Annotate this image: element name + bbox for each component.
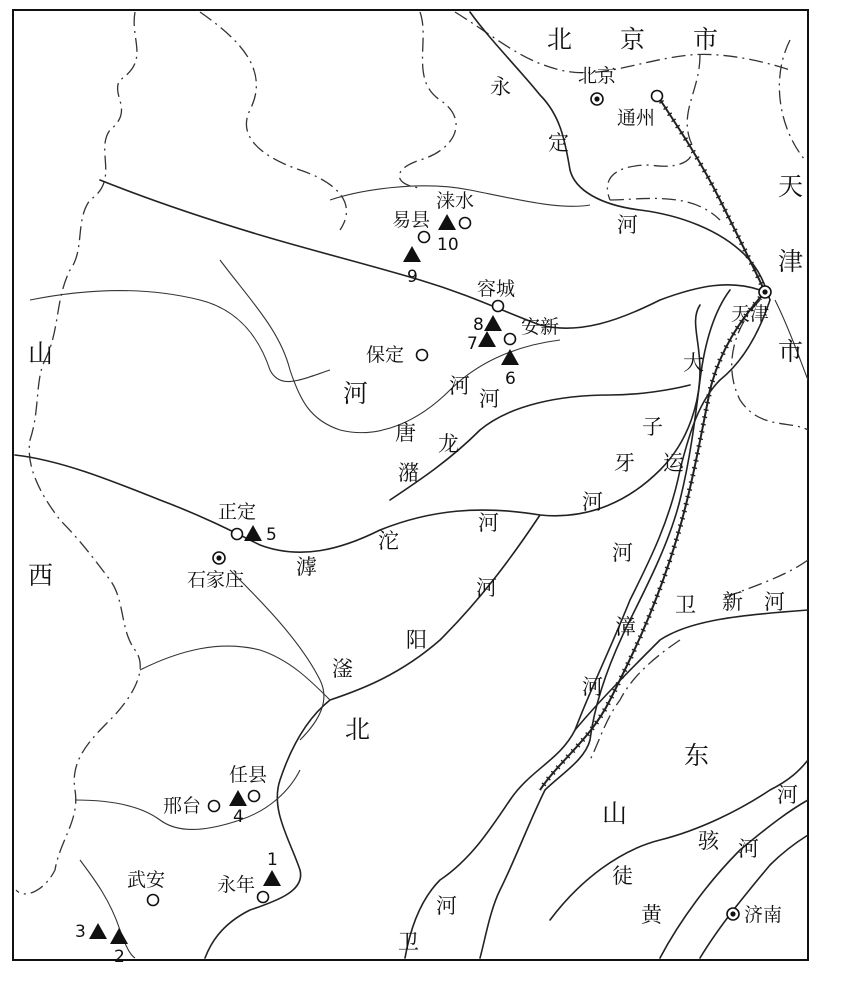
city-label-shijiazhuang: 石家庄 [187,569,245,591]
city-label-tongzhou: 通州 [617,107,656,129]
city-label-wuan: 武安 [127,869,166,891]
label-shanxi-1: 山 [28,339,54,368]
site-number-9: 9 [407,267,418,287]
label-hutuo-2: 沱 [378,529,399,553]
label-ziya-2: 牙 [614,451,635,475]
site-number-4: 4 [233,807,244,827]
label-yongding-1: 永 [490,75,511,99]
city-marker-zhengding [232,529,243,540]
city-label-renxian: 任县 [229,764,268,786]
label-zhang-1: 漳 [615,615,636,639]
label-tianjin-2: 津 [778,247,804,276]
city-marker-renxian [249,791,260,802]
label-tuhai-2: 骇 [698,829,719,853]
city-marker-yongnian [258,892,269,903]
label-canal-1: 大 [683,351,704,375]
label-tianjin-3: 市 [778,337,804,366]
city-marker-wuan [148,895,159,906]
label-fuyang-1: 滏 [332,657,353,681]
label-weixin-1: 卫 [675,593,696,617]
city-label-laishui: 涞水 [436,190,475,212]
city-label-yongnian: 永年 [217,874,256,896]
label-hutuo-3: 河 [478,511,499,535]
label-hutuo-1: 滹 [296,555,317,579]
city-marker-baoding [417,350,428,361]
label-fuyang-2: 阳 [406,628,427,652]
label-ziya-3: 河 [582,490,603,514]
city-dot-shijiazhuang [216,555,221,560]
label-tanglong-long: 龙 [438,432,459,456]
city-marker-anxin [505,334,516,345]
label-tanglong-tang: 唐 [395,421,416,445]
city-dot-tianjin [762,289,767,294]
label-wei-1: 卫 [398,930,419,954]
site-number-2: 2 [114,947,125,967]
label-weixin-3: 河 [764,590,785,614]
label-wei-2: 河 [436,894,457,918]
city-label-jinan: 济南 [744,904,783,926]
label-ziya-1: 子 [642,415,663,439]
site-number-10: 10 [437,235,459,255]
label-canal-3: 河 [612,541,633,565]
site-number-8: 8 [473,315,484,335]
city-marker-laishui [460,218,471,229]
label-tanglong-he2: 河 [479,387,500,411]
city-dot-jinan [730,911,735,916]
label-tianjin-1: 天 [778,172,804,201]
label-tanglong-zhu: 潴 [398,461,419,485]
label-tuhai-3: 河 [738,837,759,861]
label-huang-2: 河 [777,783,798,807]
site-number-3: 3 [75,922,86,942]
city-marker-tongzhou [652,91,663,102]
label-tanglong-he1: 河 [449,374,470,398]
city-marker-yixian [419,232,430,243]
label-shandong-2: 山 [602,799,628,828]
label-beijing-2: 京 [620,25,646,54]
city-label-yixian: 易县 [392,209,431,231]
city-label-anxin: 安新 [521,316,560,338]
label-tuhai-1: 徒 [612,864,633,888]
map-frame [13,10,808,960]
city-label-rongcheng: 容城 [477,278,516,300]
city-label-beijing: 北京 [578,65,617,87]
label-hebei-2: 北 [345,715,371,744]
label-zhang-2: 河 [582,675,603,699]
site-number-7: 7 [467,334,478,354]
city-label-zhengding: 正定 [218,501,257,523]
city-dot-beijing [594,96,599,101]
label-shanxi-2: 西 [28,561,54,590]
label-beijing-1: 北 [547,25,573,54]
label-weixin-2: 新 [722,590,743,614]
label-yongding-3: 河 [617,213,638,237]
city-marker-rongcheng [493,301,504,312]
city-marker-xingtai [209,801,220,812]
city-label-tianjin: 天津 [731,303,770,325]
city-label-xingtai: 邢台 [163,795,202,817]
label-beijing-3: 市 [693,25,719,54]
label-canal-2: 运 [663,451,684,475]
label-shandong-1: 东 [684,741,710,770]
site-number-5: 5 [266,525,277,545]
label-yongding-2: 定 [548,131,569,155]
site-number-1: 1 [267,850,278,870]
label-hebei-1: 河 [343,379,369,408]
label-huang-1: 黄 [641,903,662,927]
city-label-baoding: 保定 [366,344,405,366]
label-fuyang-3: 河 [476,576,497,600]
site-number-6: 6 [505,369,516,389]
